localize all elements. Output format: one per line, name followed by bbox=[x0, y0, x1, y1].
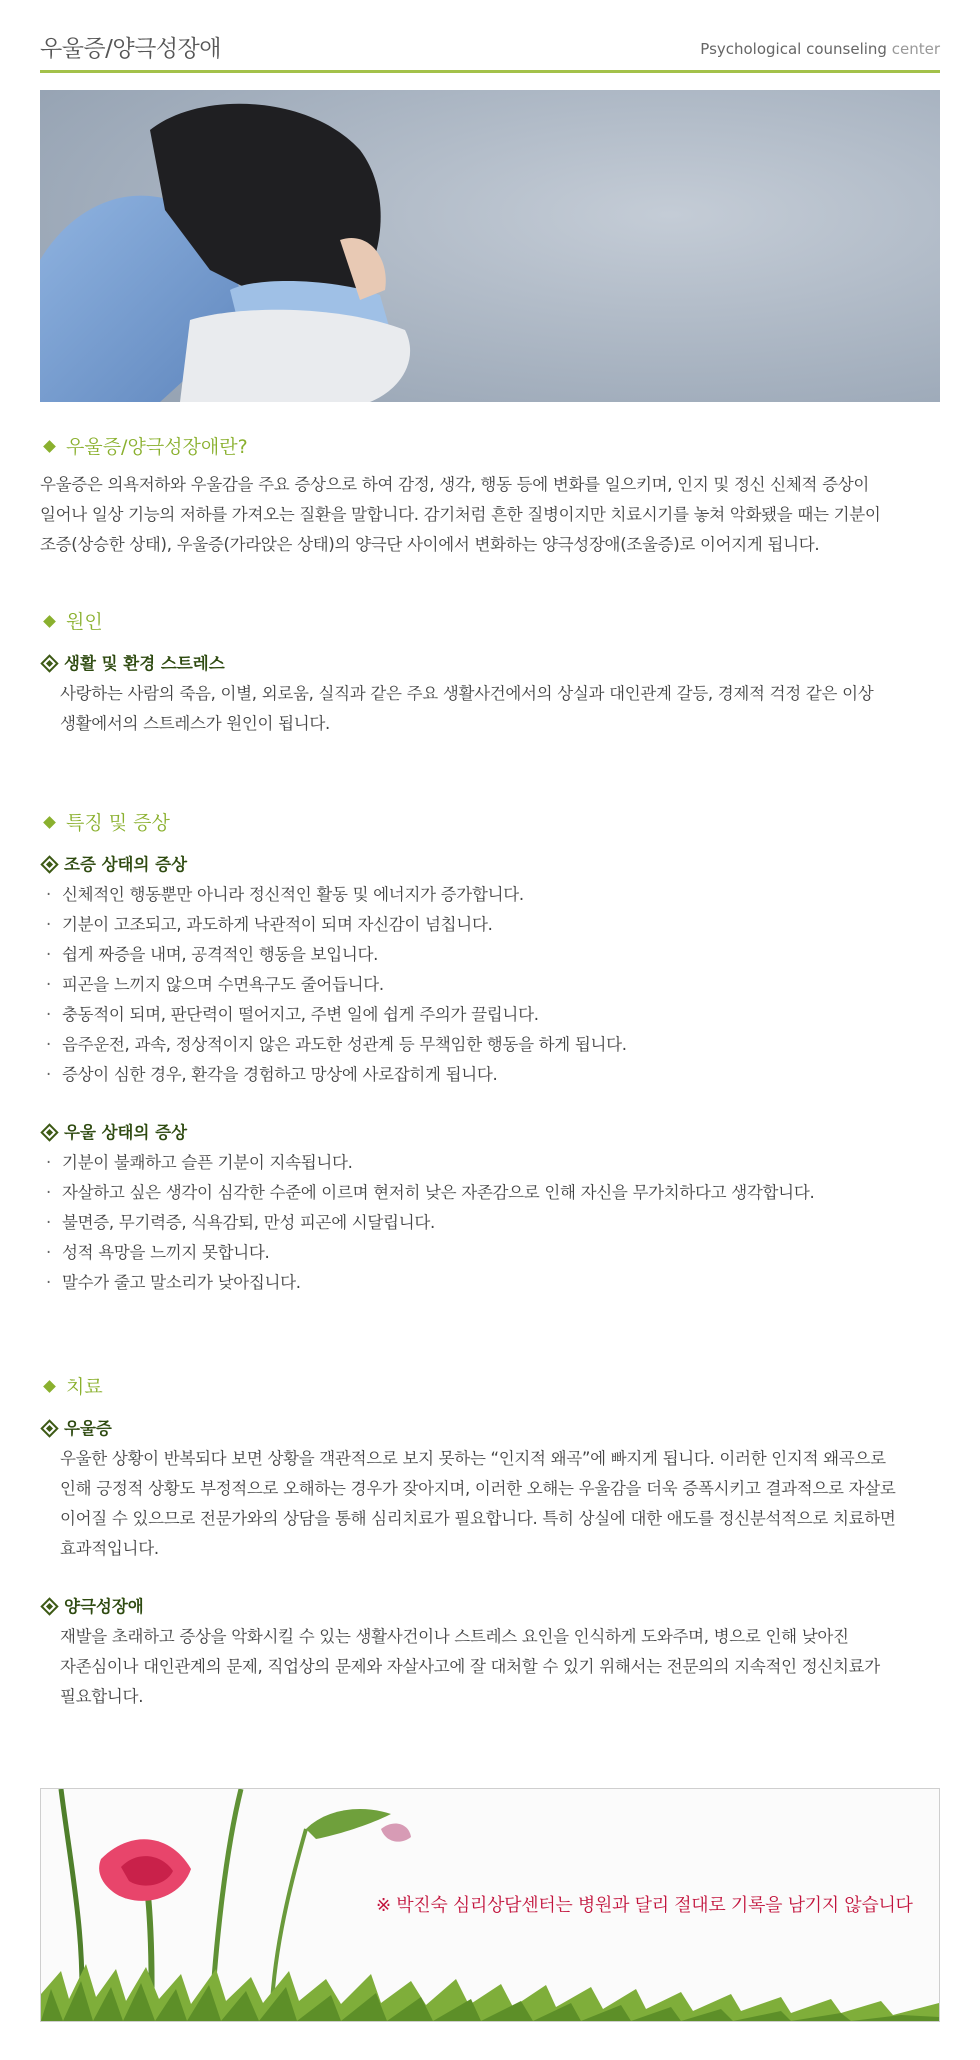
list-item: · 기분이 불쾌하고 슬픈 기분이 지속됩니다. bbox=[40, 1148, 940, 1178]
intro-title bbox=[40, 432, 940, 462]
treatment-section bbox=[40, 1372, 940, 1712]
symptoms-title-text: 특징 및 증상 bbox=[66, 812, 170, 834]
cause-paragraph bbox=[40, 679, 940, 739]
treatment-line: 효과적입니다. bbox=[60, 1539, 159, 1558]
diamond-outline-icon bbox=[40, 654, 58, 672]
treatment-line: 재발을 초래하고 증상을 악화시킬 수 있는 생활사건이나 스트레스 요인을 인식하게 도와주며, 병으로 인해 낮아진 bbox=[60, 1627, 849, 1646]
treatment-title bbox=[40, 1372, 940, 1402]
list-item: · 말수가 줄고 말소리가 낮아집니다. bbox=[40, 1268, 940, 1298]
treatment-line: 자존심이나 대인관계의 문제, 직업상의 문제와 자살사고에 잘 대처할 수 있기 위해서는 전문의의 지속적인 정신치료가 bbox=[60, 1657, 880, 1676]
symptoms-title bbox=[40, 808, 940, 838]
hero-illustration bbox=[40, 90, 940, 402]
depressive-subtitle bbox=[40, 1118, 940, 1148]
depression-treatment-subtitle bbox=[40, 1414, 940, 1444]
diamond-outline-icon bbox=[40, 1123, 58, 1141]
cause-subtitle bbox=[40, 649, 940, 679]
cause-title bbox=[40, 607, 940, 637]
manic-subtitle-text: 조증 상태의 증상 bbox=[64, 855, 188, 874]
list-item: · 신체적인 행동뿐만 아니라 정신적인 활동 및 에너지가 증가합니다. bbox=[40, 880, 940, 910]
header-subtitle-light: center bbox=[891, 40, 940, 58]
page-header bbox=[40, 26, 940, 73]
diamond-icon bbox=[43, 816, 56, 829]
cause-subtitle-text: 생활 및 환경 스트레스 bbox=[64, 654, 225, 673]
intro-line: 우울증은 의욕저하와 우울감을 주요 증상으로 하여 감정, 생각, 행동 등에 변화를 일으키며, 인지 및 정신 신체적 증상이 bbox=[40, 475, 869, 494]
cause-title-text: 원인 bbox=[66, 611, 103, 633]
list-item: · 피곤을 느끼지 않으며 수면욕구도 줄어듭니다. bbox=[40, 970, 940, 1000]
bipolar-treatment-subtitle-text: 양극성장애 bbox=[64, 1597, 144, 1616]
diamond-icon bbox=[43, 615, 56, 628]
depression-treatment-subtitle-text: 우울증 bbox=[64, 1419, 112, 1438]
header-subtitle-main: Psychological counseling bbox=[700, 40, 887, 58]
bipolar-treatment-subtitle bbox=[40, 1592, 940, 1622]
treatment-line: 인해 긍정적 상황도 부정적으로 오해하는 경우가 잦아지며, 이러한 오해는 우울감을 더욱 증폭시키고 결과적으로 자살로 bbox=[60, 1479, 896, 1498]
intro-paragraph bbox=[40, 470, 940, 560]
intro-section bbox=[40, 432, 940, 560]
treatment-title-text: 치료 bbox=[66, 1376, 103, 1398]
diamond-outline-icon bbox=[40, 1419, 58, 1437]
depressive-list bbox=[40, 1148, 940, 1298]
cause-section bbox=[40, 607, 940, 739]
page-title: 우울증/양극성장애 bbox=[40, 36, 221, 62]
cause-line: 사랑하는 사람의 죽음, 이별, 외로움, 실직과 같은 주요 생활사건에서의 상실과 대인관계 갈등, 경제적 걱정 같은 이상 bbox=[60, 684, 874, 703]
list-item: · 쉽게 짜증을 내며, 공격적인 행동을 보입니다. bbox=[40, 940, 940, 970]
header-subtitle bbox=[700, 40, 940, 58]
intro-line: 일어나 일상 기능의 저하를 가져오는 질환을 말합니다. 감기처럼 흔한 질병이지만 치료시기를 놓쳐 악화됐을 때는 기분이 bbox=[40, 505, 881, 524]
diamond-icon bbox=[43, 440, 56, 453]
symptoms-section bbox=[40, 808, 940, 1298]
depression-treatment-paragraph bbox=[40, 1444, 940, 1564]
list-item: · 불면증, 무기력증, 식욕감퇴, 만성 피곤에 시달립니다. bbox=[40, 1208, 940, 1238]
privacy-note: ※ 박진숙 심리상담센터는 병원과 달리 절대로 기록을 남기지 않습니다 bbox=[376, 1895, 913, 1916]
list-item: · 성적 욕망을 느끼지 못합니다. bbox=[40, 1238, 940, 1268]
intro-title-text: 우울증/양극성장애란? bbox=[66, 436, 248, 458]
cause-line: 생활에서의 스트레스가 원인이 됩니다. bbox=[60, 714, 331, 733]
intro-line: 조증(상승한 상태), 우울증(가라앉은 상태)의 양극단 사이에서 변화하는 양극성장애(조울증)로 이어지게 됩니다. bbox=[40, 535, 820, 554]
list-item: · 증상이 심한 경우, 환각을 경험하고 망상에 사로잡히게 됩니다. bbox=[40, 1060, 940, 1090]
treatment-line: 필요합니다. bbox=[60, 1687, 144, 1706]
hero-image bbox=[40, 90, 940, 402]
treatment-line: 이어질 수 있으므로 전문가와의 상담을 통해 심리치료가 필요합니다. 특히 상실에 대한 애도를 정신분석적으로 치료하면 bbox=[60, 1509, 896, 1528]
list-item: · 충동적이 되며, 판단력이 떨어지고, 주변 일에 쉽게 주의가 끌립니다. bbox=[40, 1000, 940, 1030]
depressive-subtitle-text: 우울 상태의 증상 bbox=[64, 1123, 188, 1142]
list-item: · 기분이 고조되고, 과도하게 낙관적이 되며 자신감이 넘칩니다. bbox=[40, 910, 940, 940]
manic-list bbox=[40, 880, 940, 1090]
list-item: · 자살하고 싶은 생각이 심각한 수준에 이르며 현저히 낮은 자존감으로 인해 자신을 무가치하다고 생각합니다. bbox=[40, 1178, 940, 1208]
diamond-outline-icon bbox=[40, 1597, 58, 1615]
diamond-icon bbox=[43, 1380, 56, 1393]
diamond-outline-icon bbox=[40, 855, 58, 873]
bipolar-treatment-paragraph bbox=[40, 1622, 940, 1712]
privacy-banner bbox=[40, 1788, 940, 2022]
manic-subtitle bbox=[40, 850, 940, 880]
treatment-line: 우울한 상황이 반복되다 보면 상황을 객관적으로 보지 못하는 “인지적 왜곡”에 빠지게 됩니다. 이러한 인지적 왜곡으로 bbox=[60, 1449, 886, 1468]
list-item: · 음주운전, 과속, 정상적이지 않은 과도한 성관계 등 무책임한 행동을 하게 됩니다. bbox=[40, 1030, 940, 1060]
